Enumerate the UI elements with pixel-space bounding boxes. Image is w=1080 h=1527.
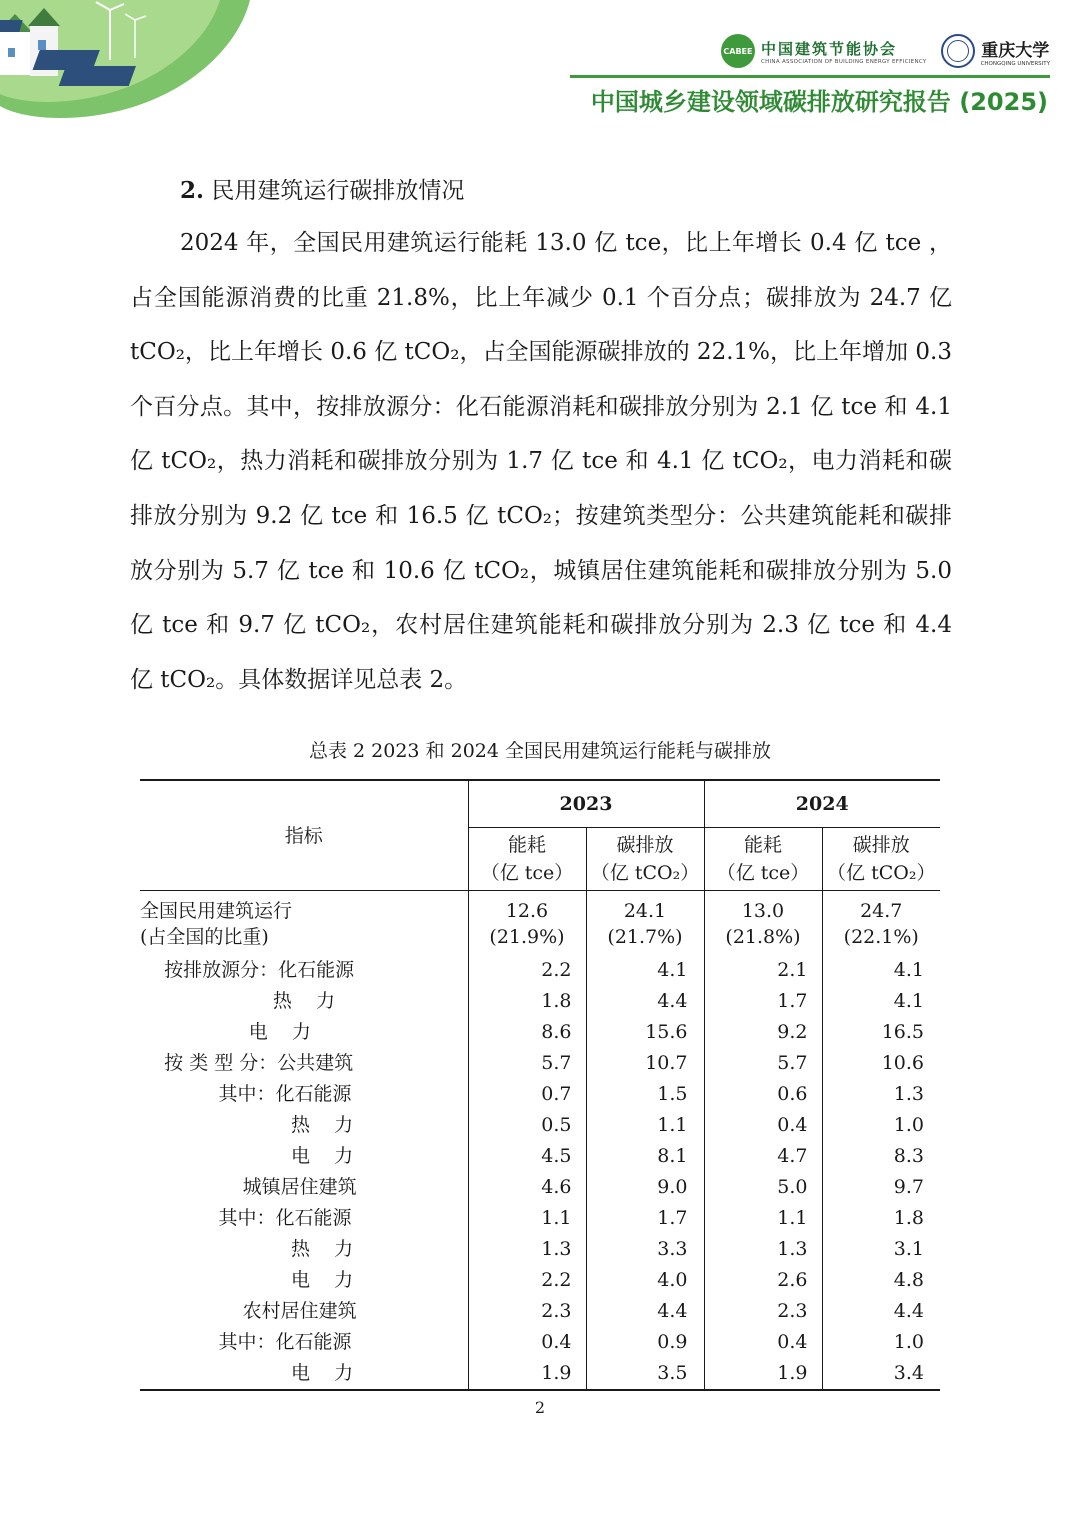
cell-value: 1.1	[468, 1203, 586, 1234]
association-name-cn: 中国建筑节能协会	[760, 39, 897, 58]
header-rule	[570, 75, 1050, 78]
table-row	[140, 1172, 940, 1203]
cell-value: 0.5	[468, 1110, 586, 1141]
cell-value: 4.5	[468, 1141, 586, 1172]
unit-header: 能耗 （亿 tce）	[704, 828, 822, 891]
table-row	[140, 1234, 940, 1265]
university-name-cn: 重庆大学	[981, 40, 1050, 61]
cell-value: 0.4	[704, 1327, 822, 1358]
row-label: 电 力	[140, 1362, 354, 1384]
cell-value: 4.6	[468, 1172, 586, 1203]
row-label: 电 力	[140, 1269, 354, 1291]
row-label: 电 力	[140, 1145, 354, 1167]
cell-value: 3.3	[586, 1234, 704, 1265]
cell-value: 9.7	[822, 1172, 940, 1203]
indicator-header: 指标	[140, 780, 468, 891]
cell-value: 3.1	[822, 1234, 940, 1265]
cell-value: 15.6	[586, 1017, 704, 1048]
row-label: 其中：化石能源	[140, 1083, 352, 1105]
unit-header: 碳排放 （亿 tCO₂）	[822, 828, 940, 891]
cell-value: 1.5	[586, 1079, 704, 1110]
cell-value: 0.4	[704, 1110, 822, 1141]
row-label: 全国民用建筑运行 (占全国的比重)	[140, 900, 293, 948]
table-row	[140, 1079, 940, 1110]
cqu-seal-icon	[941, 34, 975, 68]
cell-value: 0.9	[586, 1327, 704, 1358]
cell-value: 4.1	[586, 955, 704, 986]
cell-value: 4.1	[822, 955, 940, 986]
table-row	[140, 891, 940, 956]
cell-value: 2.6	[704, 1265, 822, 1296]
cell-value: 16.5	[822, 1017, 940, 1048]
cell-value: 1.0	[822, 1110, 940, 1141]
table-row	[140, 1141, 940, 1172]
row-label: 热 力	[140, 1238, 354, 1260]
row-label: 其中：化石能源	[140, 1331, 352, 1353]
table-row	[140, 1110, 940, 1141]
cell-value: 10.6	[822, 1048, 940, 1079]
cell-value: 3.4	[822, 1358, 940, 1390]
cell-value: 4.4	[822, 1296, 940, 1327]
header-illustration	[0, 0, 250, 120]
cell-value: 1.3	[468, 1234, 586, 1265]
table-row	[140, 1203, 940, 1234]
year-header-2024: 2024	[704, 780, 940, 828]
page-number: 2	[534, 1398, 546, 1417]
cell-value: 1.7	[586, 1203, 704, 1234]
unit-header: 碳排放 （亿 tCO₂）	[586, 828, 704, 891]
table-row	[140, 1017, 940, 1048]
cell-value: 12.6 (21.9%)	[468, 891, 586, 956]
cell-value: 4.0	[586, 1265, 704, 1296]
report-title: 中国城乡建设领域碳排放研究报告 (2025)	[590, 88, 1048, 116]
cell-value: 1.9	[468, 1358, 586, 1390]
cabee-logo	[721, 34, 927, 68]
energy-carbon-table	[140, 779, 940, 1391]
cell-value: 4.8	[822, 1265, 940, 1296]
cell-value: 10.7	[586, 1048, 704, 1079]
row-label: 电 力	[140, 1021, 311, 1043]
row-label: 按 类 型 分：公共建筑	[140, 1052, 354, 1074]
cell-value: 0.7	[468, 1079, 586, 1110]
header-logos	[721, 34, 1050, 68]
table-caption: 总表 2 2023 和 2024 全国民用建筑运行能耗与碳排放	[309, 740, 771, 762]
cell-value: 1.8	[468, 986, 586, 1017]
body-paragraph: 2024 年，全国民用建筑运行能耗 13.0 亿 tce，比上年增长 0.4 亿 tce ，占全国能源消费的比重 21.8%，比上年减少 0.1 个百分点；碳排放为 24.7 亿 tCO₂，比上年增长 0.6 亿 tCO₂，占全国能源碳排放的 22.1%，比上年增加 0.3 个百分点。其中，按排放源分：化石能源消耗和碳排放分别为 2.1 亿 tce 和 4.1 亿 tCO₂，热力消耗和碳排放分别为 1.7 亿 tce 和 4.1 亿 tCO₂，电力消耗和碳排放分别为 9.2 亿 tce 和 16.5 亿 tCO₂；按建筑类型分：公共建筑能耗和碳排放分别为 5.7 亿 tce 和 10.6 亿 tCO₂，城镇居住建筑能耗和碳排放分别为 5.0 亿 tce 和 9.7 亿 tCO₂，农村居住建筑能耗和碳排放分别为 2.3 亿 tce 和 4.4 亿 tCO₂。具体数据详见总表 2。	[130, 230, 952, 693]
cell-value: 3.5	[586, 1358, 704, 1390]
cell-value: 9.0	[586, 1172, 704, 1203]
table-row	[140, 986, 940, 1017]
cell-value: 2.1	[704, 955, 822, 986]
cell-value: 24.7 (22.1%)	[822, 891, 940, 956]
cell-value: 1.3	[704, 1234, 822, 1265]
table-row	[140, 1358, 940, 1390]
row-label: 农村居住建筑	[140, 1300, 357, 1322]
cell-value: 2.2	[468, 1265, 586, 1296]
cell-value: 1.1	[704, 1203, 822, 1234]
university-name-en: CHONGQING UNIVERSITY	[980, 60, 1050, 67]
cell-value: 0.6	[704, 1079, 822, 1110]
row-label: 城镇居住建筑	[140, 1176, 357, 1198]
section-heading	[180, 172, 464, 205]
year-header-2023: 2023	[468, 780, 704, 828]
cell-value: 1.7	[704, 986, 822, 1017]
cell-value: 4.4	[586, 1296, 704, 1327]
cell-value: 0.4	[468, 1327, 586, 1358]
cell-value: 1.1	[586, 1110, 704, 1141]
association-name-en: CHINA ASSOCIATION OF BUILDING ENERGY EFFICIENCY	[760, 58, 927, 65]
cell-value: 2.3	[704, 1296, 822, 1327]
cell-value: 13.0 (21.8%)	[704, 891, 822, 956]
cell-value: 8.1	[586, 1141, 704, 1172]
section-number: 2.	[180, 177, 205, 204]
cqu-logo	[941, 34, 1050, 68]
table-row	[140, 1327, 940, 1358]
row-label: 按排放源分：化石能源	[140, 959, 355, 981]
cell-value: 5.0	[704, 1172, 822, 1203]
unit-header: 能耗 （亿 tce）	[468, 828, 586, 891]
table-row	[140, 1048, 940, 1079]
cell-value: 24.1 (21.7%)	[586, 891, 704, 956]
cell-value: 5.7	[468, 1048, 586, 1079]
table-row	[140, 955, 940, 986]
cell-value: 1.8	[822, 1203, 940, 1234]
cell-value: 8.3	[822, 1141, 940, 1172]
cell-value: 4.4	[586, 986, 704, 1017]
cell-value: 2.2	[468, 955, 586, 986]
cell-value: 4.7	[704, 1141, 822, 1172]
cabee-badge: CABEE	[721, 34, 755, 68]
cell-value: 4.1	[822, 986, 940, 1017]
cell-value: 9.2	[704, 1017, 822, 1048]
row-label: 热 力	[140, 1114, 354, 1136]
cell-value: 1.9	[704, 1358, 822, 1390]
body-paragraph-block	[130, 216, 952, 707]
row-label: 其中：化石能源	[140, 1207, 352, 1229]
table-row	[140, 1265, 940, 1296]
cell-value: 5.7	[704, 1048, 822, 1079]
section-title: 民用建筑运行碳排放情况	[211, 178, 465, 204]
cell-value: 2.3	[468, 1296, 586, 1327]
cell-value: 8.6	[468, 1017, 586, 1048]
table-row	[140, 1296, 940, 1327]
row-label: 热 力	[140, 990, 336, 1012]
cell-value: 1.0	[822, 1327, 940, 1358]
cell-value: 1.3	[822, 1079, 940, 1110]
